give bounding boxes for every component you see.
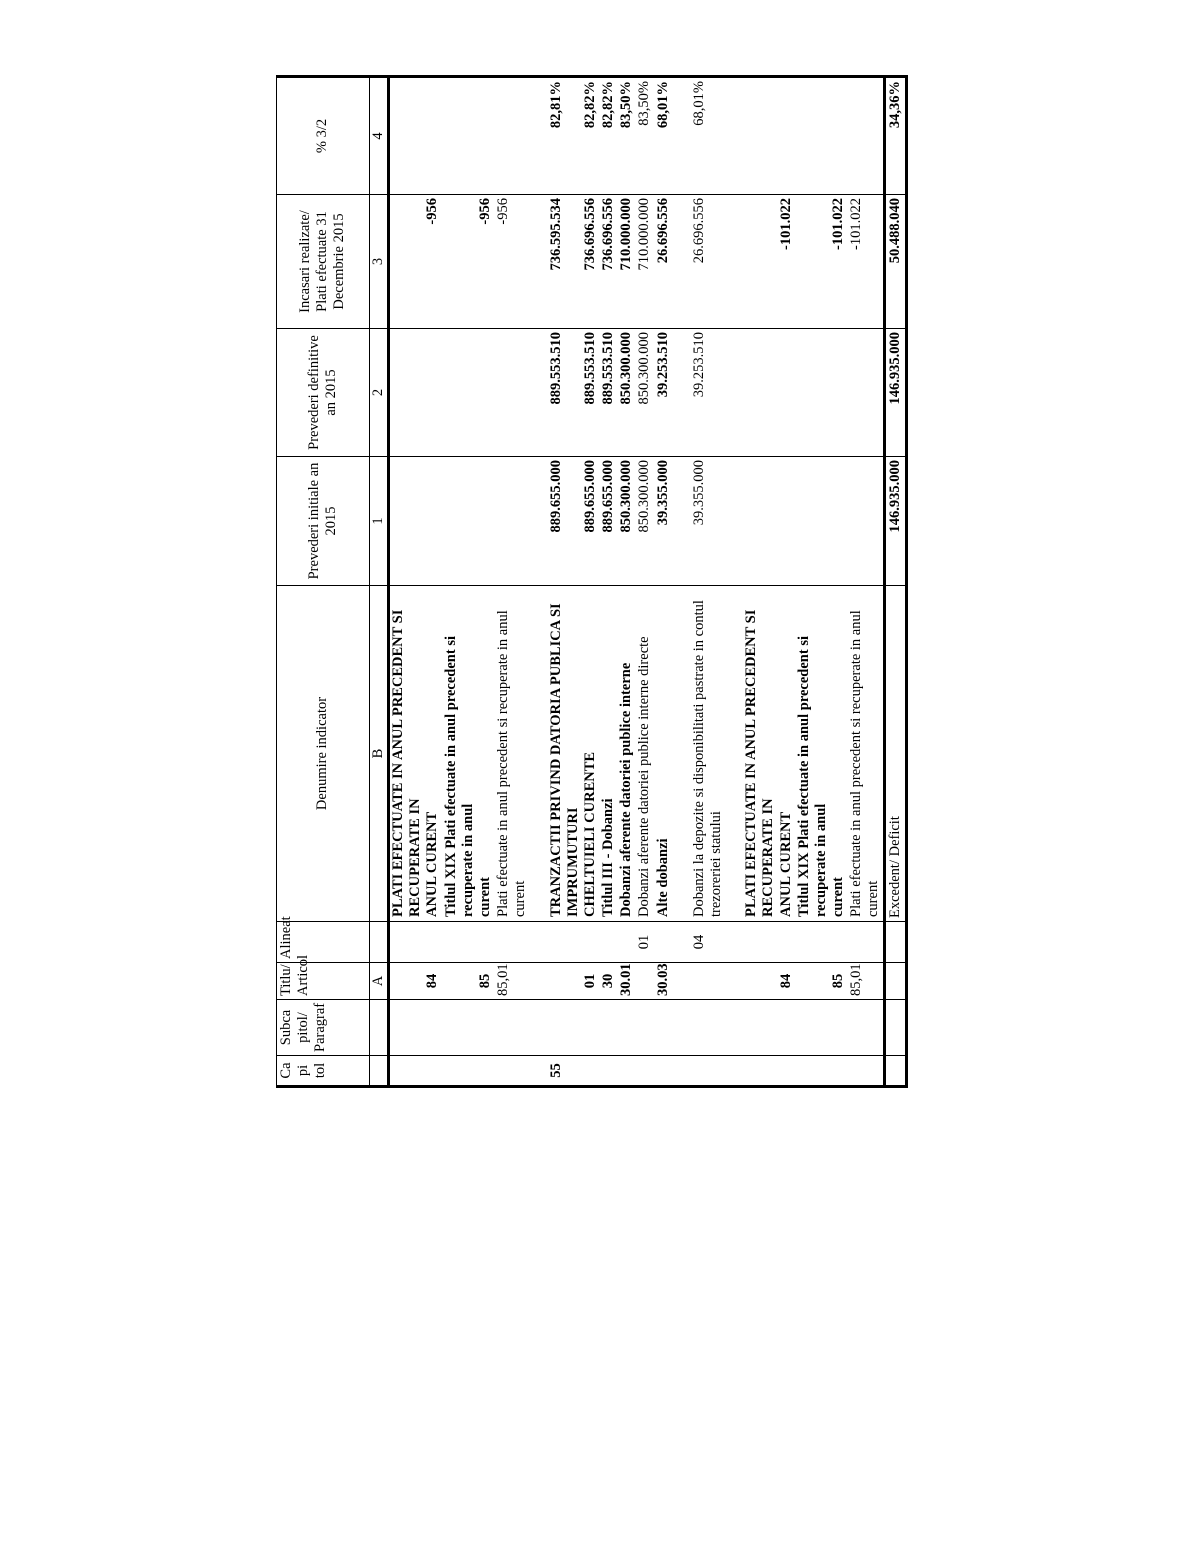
row-incasari [673, 195, 691, 329]
index-cell-2: 2 [369, 329, 388, 457]
row-denumire: CHELTUIELI CURENTE [582, 586, 600, 922]
table-row [848, 77, 884, 1087]
row-incasari: 26.696.556 [655, 195, 673, 329]
row-denumire: Dobanzi aferente datoriei publice interne [618, 586, 636, 922]
row-denumire [673, 586, 691, 922]
row-denumire: Titlul III - Dobanzi [600, 586, 618, 922]
row-capitol [443, 1056, 477, 1087]
row-capitol [495, 1056, 529, 1087]
table-row [600, 77, 618, 1087]
row-capitol [389, 1056, 425, 1087]
row-procent [529, 77, 547, 195]
header-denumire: Denumire indicator [277, 586, 370, 922]
row-prev-initiale [477, 457, 495, 586]
row-prev-definitive [778, 329, 796, 457]
index-cell-empty [369, 1000, 388, 1056]
row-prev-initiale [529, 457, 547, 586]
row-prev-definitive [796, 329, 830, 457]
table-row [743, 77, 777, 1087]
row-capitol [618, 1056, 636, 1087]
row-titlu-articol: 84 [424, 963, 442, 1000]
row-incasari: -101.022 [830, 195, 848, 329]
row-denumire [529, 586, 547, 922]
row-capitol [725, 1056, 743, 1087]
row-prev-initiale [848, 457, 884, 586]
row-procent [477, 77, 495, 195]
row-procent [848, 77, 884, 195]
row-subcapitol [424, 1000, 442, 1056]
row-alineat [655, 922, 673, 963]
row-alineat [529, 922, 547, 963]
header-capitol: Ca pi tol [277, 1056, 370, 1087]
row-denumire: PLATI EFECTUATE IN ANUL PRECEDENT SI RECUPERATE IN [389, 586, 425, 922]
table-row [655, 77, 673, 1087]
total-row [884, 77, 906, 1087]
row-prev-definitive [495, 329, 529, 457]
row-alineat [548, 922, 582, 963]
row-procent [443, 77, 477, 195]
row-incasari: 710.000.000 [618, 195, 636, 329]
row-capitol [848, 1056, 884, 1087]
table-row [691, 77, 725, 1087]
row-prev-definitive: 889.553.510 [600, 329, 618, 457]
rotated-table-container [276, 78, 908, 1088]
row-incasari: -101.022 [778, 195, 796, 329]
row-denumire: Plati efectuate in anul precedent si recuperate in anul curent [848, 586, 884, 922]
table-row [548, 77, 582, 1087]
row-procent [796, 77, 830, 195]
table-row [796, 77, 830, 1087]
row-prev-initiale [796, 457, 830, 586]
row-alineat [778, 922, 796, 963]
table-row [529, 77, 547, 1087]
index-cell-empty [369, 1056, 388, 1087]
row-prev-initiale [778, 457, 796, 586]
row-alineat [725, 922, 743, 963]
row-titlu-articol [743, 963, 777, 1000]
row-denumire: ANUL CURENT [424, 586, 442, 922]
row-denumire [725, 586, 743, 922]
row-incasari: 736.595.534 [548, 195, 582, 329]
header-procent: % 3/2 [277, 77, 370, 195]
row-incasari: 736.696.556 [582, 195, 600, 329]
row-procent: 68,01% [655, 77, 673, 195]
row-alineat [618, 922, 636, 963]
row-denumire: Alte dobanzi [655, 586, 673, 922]
row-subcapitol [655, 1000, 673, 1056]
index-cell-1: 1 [369, 457, 388, 586]
row-incasari [389, 195, 425, 329]
row-prev-initiale: 39.355.000 [655, 457, 673, 586]
row-prev-initiale [743, 457, 777, 586]
row-alineat [673, 922, 691, 963]
row-subcapitol [495, 1000, 529, 1056]
total-prev-definitive: 146.935.000 [884, 329, 906, 457]
index-row [369, 77, 388, 1087]
row-prev-definitive [673, 329, 691, 457]
row-prev-initiale [424, 457, 442, 586]
row-denumire: Plati efectuate in anul precedent si recuperate in anul curent [495, 586, 529, 922]
row-prev-initiale: 39.355.000 [691, 457, 725, 586]
table-row [389, 77, 425, 1087]
row-titlu-articol [389, 963, 425, 1000]
row-subcapitol [830, 1000, 848, 1056]
row-titlu-articol [548, 963, 582, 1000]
row-denumire: curent [830, 586, 848, 922]
row-subcapitol [600, 1000, 618, 1056]
header-row [277, 77, 370, 1087]
total-empty-cell [884, 1000, 906, 1056]
row-capitol [691, 1056, 725, 1087]
row-prev-initiale: 889.655.000 [582, 457, 600, 586]
row-prev-initiale: 889.655.000 [600, 457, 618, 586]
row-titlu-articol: 85 [830, 963, 848, 1000]
table-row [830, 77, 848, 1087]
row-titlu-articol [725, 963, 743, 1000]
row-prev-definitive: 850.300.000 [618, 329, 636, 457]
row-titlu-articol [636, 963, 654, 1000]
row-alineat: 01 [636, 922, 654, 963]
total-empty-cell [884, 1056, 906, 1087]
row-procent: 82,82% [582, 77, 600, 195]
row-subcapitol [796, 1000, 830, 1056]
row-subcapitol [618, 1000, 636, 1056]
row-prev-definitive [424, 329, 442, 457]
row-incasari [743, 195, 777, 329]
row-procent: 82,82% [600, 77, 618, 195]
row-denumire: PLATI EFECTUATE IN ANUL PRECEDENT SI RECUPERATE IN [743, 586, 777, 922]
row-denumire: ANUL CURENT [778, 586, 796, 922]
table-row [443, 77, 477, 1087]
row-subcapitol [477, 1000, 495, 1056]
row-procent [778, 77, 796, 195]
table-row [778, 77, 796, 1087]
header-prev-initiale: Prevederi initiale an 2015 [277, 457, 370, 586]
header-alineat: Alineat [277, 922, 370, 963]
row-alineat [796, 922, 830, 963]
row-prev-initiale [495, 457, 529, 586]
row-procent [830, 77, 848, 195]
row-prev-definitive [529, 329, 547, 457]
total-prev-initiale: 146.935.000 [884, 457, 906, 586]
row-prev-definitive [477, 329, 495, 457]
row-incasari: -956 [495, 195, 529, 329]
total-empty-cell [884, 922, 906, 963]
row-incasari: 736.696.556 [600, 195, 618, 329]
row-titlu-articol: 30.03 [655, 963, 673, 1000]
row-incasari [796, 195, 830, 329]
total-empty-cell [884, 963, 906, 1000]
row-prev-definitive [725, 329, 743, 457]
row-prev-initiale: 850.300.000 [618, 457, 636, 586]
row-denumire: Dobanzi la depozite si disponibilitati pastrate in contul trezoreriei statului [691, 586, 725, 922]
row-capitol [636, 1056, 654, 1087]
row-incasari: -101.022 [848, 195, 884, 329]
index-cell-4: 4 [369, 77, 388, 195]
row-prev-initiale: 889.655.000 [548, 457, 582, 586]
row-titlu-articol [529, 963, 547, 1000]
row-titlu-articol: 30 [600, 963, 618, 1000]
row-alineat [582, 922, 600, 963]
row-prev-definitive: 889.553.510 [582, 329, 600, 457]
row-procent [743, 77, 777, 195]
row-subcapitol [848, 1000, 884, 1056]
row-titlu-articol: 85 [477, 963, 495, 1000]
index-cell-empty [369, 922, 388, 963]
row-prev-definitive [743, 329, 777, 457]
row-prev-definitive [443, 329, 477, 457]
row-prev-definitive: 39.253.510 [691, 329, 725, 457]
row-denumire: Titlul XIX Plati efectuate in anul precedent si recuperate in anul [796, 586, 830, 922]
row-capitol [778, 1056, 796, 1087]
row-titlu-articol [691, 963, 725, 1000]
row-prev-initiale [443, 457, 477, 586]
row-incasari [443, 195, 477, 329]
row-denumire: curent [477, 586, 495, 922]
index-cell-3: 3 [369, 195, 388, 329]
budget-table [276, 75, 908, 1088]
row-subcapitol [743, 1000, 777, 1056]
row-capitol [673, 1056, 691, 1087]
table-row [477, 77, 495, 1087]
row-capitol [796, 1056, 830, 1087]
header-subcapitol: Subca pitol/ Paragraf [277, 1000, 370, 1056]
row-procent: 82,81% [548, 77, 582, 195]
row-procent: 68,01% [691, 77, 725, 195]
row-procent [673, 77, 691, 195]
row-incasari [725, 195, 743, 329]
row-incasari: 710.000.000 [636, 195, 654, 329]
row-prev-definitive [848, 329, 884, 457]
row-procent: 83,50% [618, 77, 636, 195]
total-incasari: 50.488.040 [884, 195, 906, 329]
row-subcapitol [582, 1000, 600, 1056]
row-subcapitol [443, 1000, 477, 1056]
row-titlu-articol: 85,01 [495, 963, 529, 1000]
row-alineat [600, 922, 618, 963]
row-denumire: Dobanzi aferente datoriei publice interne directe [636, 586, 654, 922]
row-incasari: -956 [477, 195, 495, 329]
row-capitol [743, 1056, 777, 1087]
row-prev-definitive: 850.300.000 [636, 329, 654, 457]
row-prev-initiale [389, 457, 425, 586]
row-prev-definitive [389, 329, 425, 457]
total-label: Excedent/ Deficit [884, 586, 906, 922]
row-denumire: Titlul XIX Plati efectuate in anul precedent si recuperate in anul [443, 586, 477, 922]
row-subcapitol [548, 1000, 582, 1056]
row-prev-initiale [725, 457, 743, 586]
row-alineat [389, 922, 425, 963]
row-titlu-articol [443, 963, 477, 1000]
row-subcapitol [725, 1000, 743, 1056]
row-procent: 83,50% [636, 77, 654, 195]
row-prev-definitive [830, 329, 848, 457]
table-row [424, 77, 442, 1087]
row-denumire: TRANZACTII PRIVIND DATORIA PUBLICA SI IMPRUMUTURI [548, 586, 582, 922]
row-prev-definitive: 39.253.510 [655, 329, 673, 457]
row-capitol [529, 1056, 547, 1087]
row-incasari: 26.696.556 [691, 195, 725, 329]
row-capitol [830, 1056, 848, 1087]
index-cell-b: B [369, 586, 388, 922]
row-titlu-articol: 85,01 [848, 963, 884, 1000]
table-row [725, 77, 743, 1087]
row-titlu-articol: 30.01 [618, 963, 636, 1000]
row-procent [725, 77, 743, 195]
row-alineat [443, 922, 477, 963]
row-titlu-articol [796, 963, 830, 1000]
row-procent [389, 77, 425, 195]
row-incasari: -956 [424, 195, 442, 329]
row-subcapitol [673, 1000, 691, 1056]
row-capitol: 55 [548, 1056, 582, 1087]
row-alineat [848, 922, 884, 963]
row-titlu-articol [673, 963, 691, 1000]
row-capitol [655, 1056, 673, 1087]
row-prev-initiale [673, 457, 691, 586]
table-row [673, 77, 691, 1087]
table-row [636, 77, 654, 1087]
row-alineat: 04 [691, 922, 725, 963]
row-subcapitol [636, 1000, 654, 1056]
row-capitol [600, 1056, 618, 1087]
row-subcapitol [778, 1000, 796, 1056]
row-subcapitol [529, 1000, 547, 1056]
row-capitol [477, 1056, 495, 1087]
index-cell-a: A [369, 963, 388, 1000]
row-alineat [495, 922, 529, 963]
header-prev-definitive: Prevederi definitive an 2015 [277, 329, 370, 457]
total-procent: 34,36% [884, 77, 906, 195]
row-alineat [424, 922, 442, 963]
header-incasari: Incasari realizate/ Plati efectuate 31 Decembrie 2015 [277, 195, 370, 329]
table-row [618, 77, 636, 1087]
row-subcapitol [389, 1000, 425, 1056]
table-row [582, 77, 600, 1087]
row-capitol [424, 1056, 442, 1087]
row-alineat [477, 922, 495, 963]
row-prev-definitive: 889.553.510 [548, 329, 582, 457]
row-prev-initiale [830, 457, 848, 586]
row-procent [495, 77, 529, 195]
row-incasari [529, 195, 547, 329]
row-alineat [830, 922, 848, 963]
row-titlu-articol: 84 [778, 963, 796, 1000]
row-capitol [582, 1056, 600, 1087]
table-body [389, 77, 885, 1087]
row-titlu-articol: 01 [582, 963, 600, 1000]
row-procent [424, 77, 442, 195]
header-titlu-articol: Titlu/ Articol [277, 963, 370, 1000]
row-subcapitol [691, 1000, 725, 1056]
table-row [495, 77, 529, 1087]
row-alineat [743, 922, 777, 963]
row-prev-initiale: 850.300.000 [636, 457, 654, 586]
